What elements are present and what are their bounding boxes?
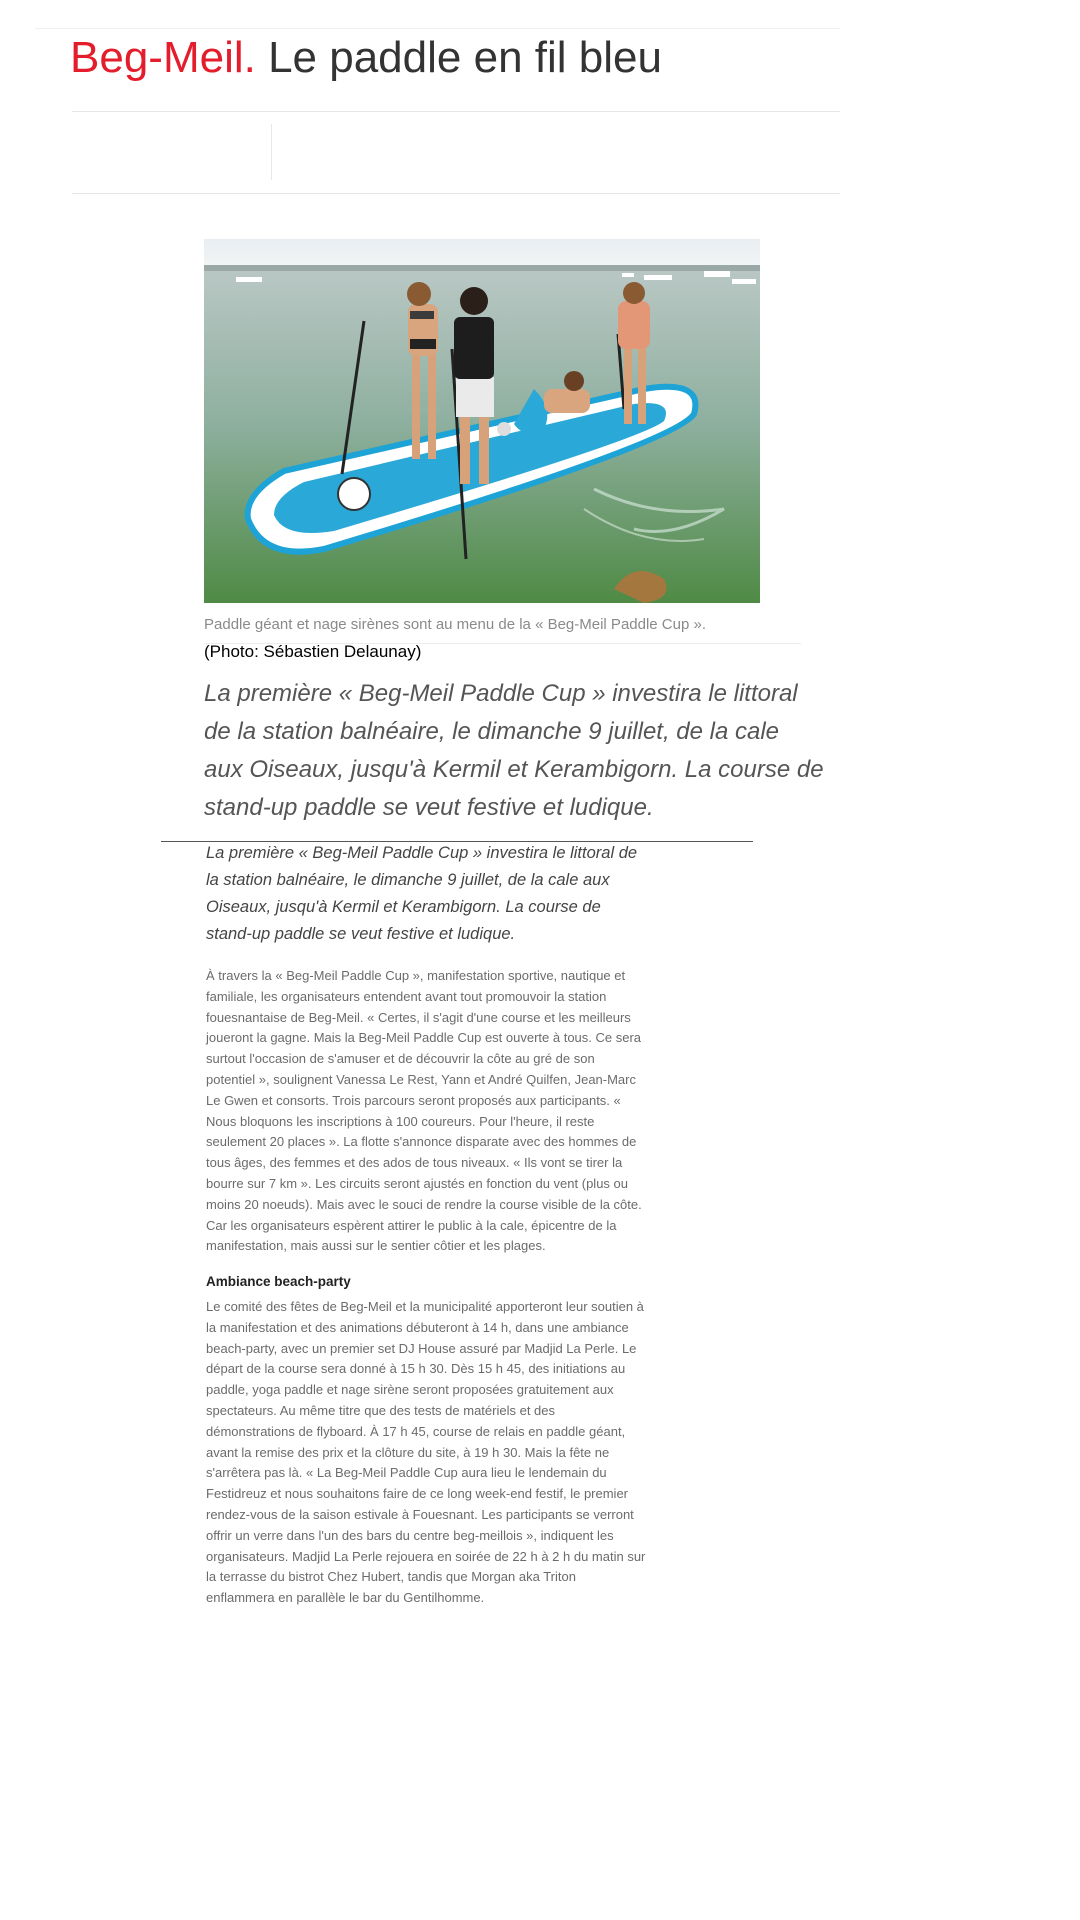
lead-large: La première « Beg-Meil Paddle Cup » investira le littoral de la station balnéaire, le dimanche 9 juillet, de la cale aux Oiseaux, jusqu'à Kermil et Kerambigorn. La course de stand-up paddle se veut festive et ludique. xyxy=(204,680,824,821)
photo-caption: Paddle géant et nage sirènes sont au menu de la « Beg-Meil Paddle Cup ». xyxy=(204,616,707,633)
headline-title: Le paddle en fil bleu xyxy=(268,33,662,82)
article-photo xyxy=(204,239,760,603)
headline-place: Beg-Meil. xyxy=(70,33,256,82)
page-title xyxy=(70,28,662,88)
lead-small: La première « Beg-Meil Paddle Cup » investira le littoral de la station balnéaire, le dimanche 9 juillet, de la cale aux Oiseaux, jusqu'à Kermil et Kerambigorn. La course de stand-up paddle se veut festive et ludique. xyxy=(206,844,638,943)
article-paragraph-2: Le comité des fêtes de Beg-Meil et la municipalité apporteront leur soutien à la manifestation et des animations débuteront à 14 h, dans une ambiance beach-party, avec un premier set DJ House assuré par Madjid La Perle. Le départ de la course sera donné à 15 h 30. Dès 15 h 45, des initiations au paddle, yoga paddle et nage sirène seront proposées gratuitement aux spectateurs. Au même titre que des tests de matériels et des démonstrations de flyboard. À 17 h 45, course de relais en paddle géant, avant la remise des prix et la clôture du site, à 19 h 30. Mais la fête ne s'arrêtera pas là. « La Beg-Meil Paddle Cup aura lieu le lendemain du Festidreuz et nous souhaitons faire de ce long week-end festif, le premier rendez-vous de la saison estivale à Fouesnant. Les participants se verront offrir un verre dans l'un des bars du centre beg-meillois », indiquent les organisateurs. Madjid La Perle rejouera en soirée de 22 h à 2 h du matin sur la terrasse du bistrot Chez Hubert, tandis que Morgan aka Triton enflammera en parallèle le bar du Gentilhomme. xyxy=(206,1299,646,1606)
toolbar-divider xyxy=(72,193,840,194)
photo-credit: (Photo: Sébastien Delaunay) xyxy=(204,642,422,661)
article-paragraph-1: À travers la « Beg-Meil Paddle Cup », manifestation sportive, nautique et familiale, les organisateurs entendent avant tout promouvoir la station fouesnantaise de Beg-Meil. « Certes, il s'agit d'une course et les meilleurs joueront la gagne. Mais la Beg-Meil Paddle Cup est ouverte à tous. Ce sera surtout l'occasion de s'amuser et de découvrir la côte au gré de son potentiel », soulignent Vanessa Le Rest, Yann et André Quilfen, Jean-Marc Le Gwen et consorts. Trois parcours seront proposés aux participants. « Nous bloquons les inscriptions à 100 coureurs. Pour l'heure, il reste seulement 20 places ». La flotte s'annonce disparate avec des hommes de tous âges, des femmes et des ados de tous niveaux. « Ils vont se tirer la bourre sur 7 km ». Les circuits seront ajustés en fonction du vent (plus ou moins 20 noeuds). Mais avec le souci de rendre la course visible de la côte. Car les organisateurs espèrent attirer le public à la cale, épicentre de la manifestation, mais aussi sur le sentier côtier et les plages. xyxy=(206,968,642,1254)
section-subheading: Ambiance beach-party xyxy=(206,1274,351,1289)
toolbar-separator xyxy=(271,124,272,180)
header-divider xyxy=(72,111,840,112)
